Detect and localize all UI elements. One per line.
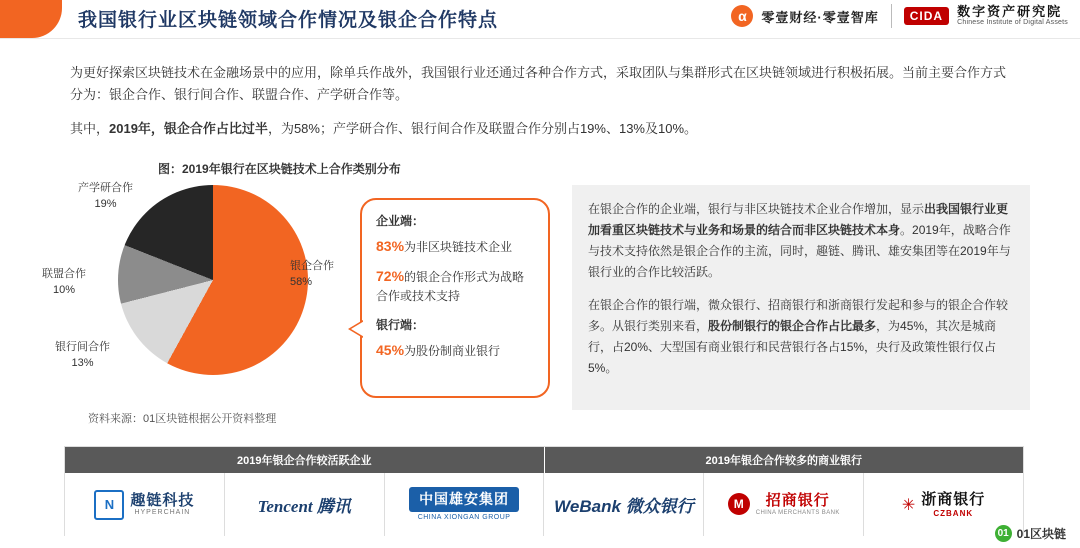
- brand-divider: [891, 4, 892, 28]
- logo-cell-webank: [544, 473, 704, 536]
- cida-name-en: Chinese Institute of Digital Assets: [957, 19, 1068, 27]
- header-accent-shape: [0, 0, 62, 38]
- pie-chart: [118, 185, 328, 395]
- brand-logo-icon: α: [731, 5, 753, 27]
- pie-label-research-name: 产学研合作: [78, 182, 133, 194]
- analysis-p1-a: 在银企合作的企业端，银行与非区块链技术企业合作增加，显示: [588, 202, 925, 216]
- czbank-logo: [902, 491, 985, 517]
- webank-logo: WeBank 微众银行: [554, 497, 694, 516]
- czbank-mark-icon: ✳: [901, 496, 916, 514]
- callout-bubble: [360, 198, 550, 398]
- hyperchain-name-cn: 趣链科技: [130, 491, 195, 509]
- page-header: [0, 0, 1080, 39]
- xiongan-logo: [409, 487, 519, 521]
- cida-badge: CIDA: [904, 7, 949, 25]
- pie-label-interbank-value: 13%: [71, 357, 94, 369]
- chart-title: 图：2019年银行在区块链技术上合作类别分布: [158, 162, 401, 176]
- pie-label-research-value: 19%: [94, 198, 117, 210]
- callout-line-1-pct: 83%: [376, 238, 405, 254]
- hyperchain-mark-icon: N: [94, 490, 124, 520]
- brand-area: [731, 4, 1068, 28]
- analysis-p1-b: 出我国银行业更加看重区块链技术与业务和场景的结合而非区块链技术本身: [588, 202, 1009, 237]
- pie-label-alliance-value: 10%: [52, 284, 76, 296]
- pie-label-alliance: [42, 266, 86, 298]
- watermark: [995, 525, 1066, 542]
- pie-label-bank-enterprise-value: 58%: [290, 276, 313, 288]
- pie-label-bank-enterprise: [290, 258, 334, 290]
- logo-cell-xiongan: [385, 473, 545, 536]
- logo-cell-cmb: [704, 473, 864, 536]
- summary-prefix: 其中，: [70, 121, 110, 136]
- pie-chart-graphic: [118, 185, 308, 375]
- analysis-panel: [572, 185, 1030, 410]
- callout-line-3-text: 为股份制商业银行: [404, 344, 501, 358]
- czbank-name-cn: 浙商银行: [921, 491, 986, 509]
- logo-cell-hyperchain: [65, 473, 225, 536]
- pie-label-interbank: [55, 339, 110, 371]
- analysis-p1-c: 。2019年，战略合作与技术支持依然是银企合作的主流，同时，趣链、腾讯、雄安集团等在2019年与银行业的合作比较活跃。: [588, 223, 1011, 279]
- callout-line-1-text: 为非区块链技术企业: [404, 240, 513, 254]
- cmb-name-cn: 招商银行: [765, 492, 830, 510]
- hyperchain-logo: [94, 490, 194, 520]
- logo-table-body-row: [65, 473, 1023, 536]
- watermark-text: 01区块链: [1016, 527, 1066, 541]
- pie-label-alliance-name: 联盟合作: [42, 268, 86, 280]
- xiongan-name-en: CHINA XIONGAN GROUP: [417, 513, 511, 521]
- cida-name-cn: 数字资产研究院: [957, 4, 1063, 19]
- summary-rest: ，为58%；产学研合作、银行间合作及联盟合作分别占19%、13%及10%。: [267, 121, 698, 136]
- analysis-p2-b: 股份制银行的银企合作占比最多: [708, 319, 877, 333]
- callout-line-2-pct: 72%: [376, 268, 405, 284]
- callout-line-3: [376, 341, 534, 361]
- hyperchain-text: [130, 492, 194, 517]
- callout-line-3-pct: 45%: [376, 342, 405, 358]
- logo-table-header-row: [65, 447, 1023, 473]
- logo-table: [64, 446, 1024, 536]
- cmb-mark-icon: M: [728, 493, 750, 515]
- cmb-name-en: CHINA MERCHANTS BANK: [755, 509, 840, 516]
- callout-line-2: [376, 267, 534, 306]
- pie-label-research: [78, 180, 133, 212]
- tencent-logo: Tencent 腾讯: [257, 497, 351, 516]
- chart-source: 资料来源：01区块链根据公开资料整理: [88, 413, 277, 425]
- logo-table-header-banks: 2019年银企合作较多的商业银行: [545, 447, 1024, 473]
- czbank-text: [921, 491, 985, 517]
- analysis-paragraph-1: [588, 199, 1014, 283]
- page-title: 我国银行业区块链领域合作情况及银企合作特点: [78, 10, 499, 31]
- cmb-logo: [728, 492, 840, 516]
- watermark-badge-icon: 01: [995, 525, 1012, 542]
- analysis-p2-c: ，为45%，其次是城商行，占20%、大型国有商业银行和民营银行各占15%，央行及政策性银行仅占5%。: [588, 319, 997, 375]
- cmb-text: [756, 492, 840, 516]
- callout-line-2-text: 的银企合作形式为战略合作或技术支持: [376, 270, 525, 303]
- hyperchain-name-en: HYPERCHAIN: [134, 509, 191, 517]
- pie-label-bank-enterprise-name: 银企合作: [290, 260, 334, 272]
- czbank-name-en: CZBANK: [933, 508, 974, 518]
- callout-tail-fill: [351, 320, 366, 338]
- xiongan-name-cn: 中国雄安集团: [409, 487, 519, 511]
- logo-table-header-enterprises: 2019年银企合作较活跃企业: [65, 447, 545, 473]
- summary-paragraph: [70, 118, 1010, 140]
- analysis-p2-a: 在银企合作的银行端，微众银行、招商银行和浙商银行发起和参与的银企合作较多。从银行类别来看，: [588, 298, 1009, 333]
- summary-highlight: 2019年，银企合作占比过半: [109, 121, 268, 136]
- callout-line-1: [376, 237, 534, 257]
- intro-paragraph: 为更好探索区块链技术在金融场景中的应用，除单兵作战外，我国银行业还通过各种合作方式，采取团队与集群形式在区块链领域进行积极拓展。当前主要合作方式分为：银企合作、银行间合作、联盟合作、产学研合作等。: [70, 65, 1007, 102]
- logo-cell-tencent: [225, 473, 385, 536]
- pie-label-interbank-name: 银行间合作: [55, 341, 110, 353]
- cida-name-block: [957, 5, 1068, 27]
- callout-bank-heading: 银行端：: [376, 318, 425, 332]
- analysis-paragraph-2: [588, 295, 1014, 379]
- brand-name: 零壹财经·零壹智库: [761, 9, 879, 25]
- callout-enterprise-heading: 企业端：: [376, 214, 425, 228]
